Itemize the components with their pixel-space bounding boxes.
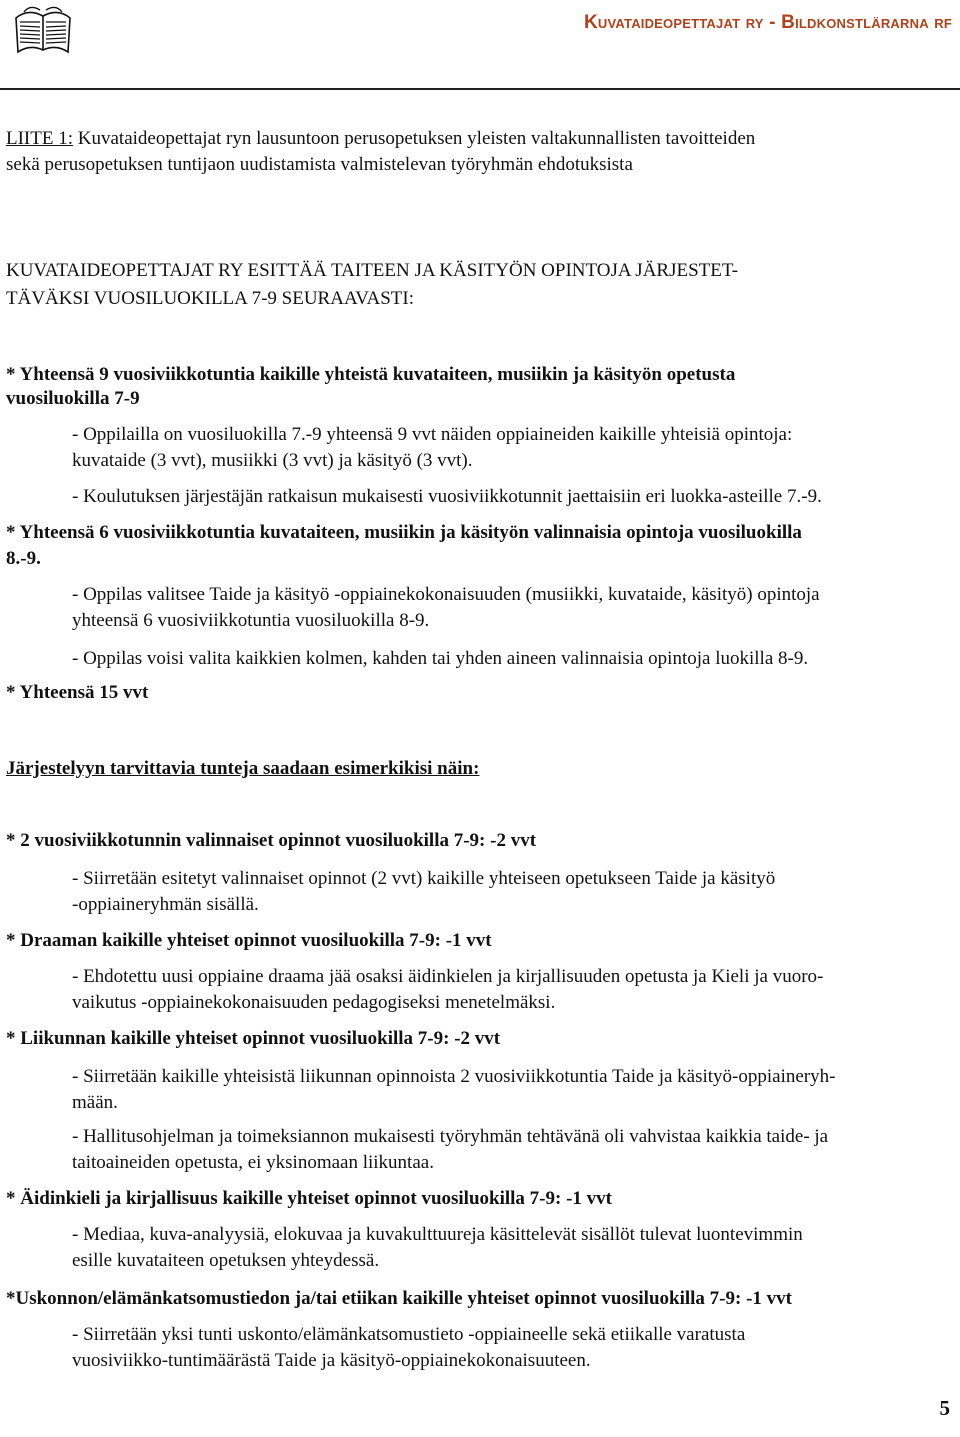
- bullet-1-line-1: * Yhteensä 9 vuosiviikkotuntia kaikille yhteistä kuvataiteen, musiikin ja käsityön opetusta: [6, 364, 736, 385]
- bullet-2-sub-2: - Oppilas voisi valita kaikkien kolmen, kahden tai yhden aineen valinnaisia opintoja luokilla 8-9.: [72, 648, 809, 669]
- bullet-1-sub-1-line-1: - Oppilailla on vuosiluokilla 7.-9 yhteensä 9 vvt näiden oppiaineiden kaikille yhteisiä opintoja:: [72, 424, 793, 445]
- item-4-heading: * Äidinkieli ja kirjallisuus kaikille yhteiset opinnot vuosiluokilla 7-9: -1 vvt: [6, 1188, 612, 1209]
- bullet-1-line-2: vuosiluokilla 7-9: [6, 388, 140, 409]
- item-5-heading: *Uskonnon/elämänkatsomustiedon ja/tai etiikan kaikille yhteiset opinnot vuosiluokilla 7-9: -1 vvt: [6, 1288, 792, 1309]
- organization-title: Kuvataideopettajat ry - Bildkonstlärarna rf: [583, 12, 952, 33]
- item-4-sub-1-line-1: - Mediaa, kuva-analyysiä, elokuvaa ja kuvakulttuureja käsittelevät sisällöt tulevat luontevimmin: [72, 1224, 803, 1245]
- item-1-sub-1-line-2: -oppiaineryhmän sisällä.: [72, 894, 259, 915]
- item-5-sub-1-line-2: vuosiviikko-tuntimäärästä Taide ja käsityö-oppiainekokonaisuuteen.: [72, 1350, 591, 1371]
- item-2-heading: * Draaman kaikille yhteiset opinnot vuosiluokilla 7-9: -1 vvt: [6, 930, 492, 951]
- proposal-heading-line-1: KUVATAIDEOPETTAJAT RY ESITTÄÄ TAITEEN JA KÄSITYÖN OPINTOJA JÄRJESTET-: [6, 260, 739, 281]
- page-number: 5: [939, 1396, 950, 1420]
- bullet-2-line-1: * Yhteensä 6 vuosiviikkotuntia kuvataiteen, musiikin ja käsityön valinnaisia opintoja vuosiluokilla: [6, 522, 802, 543]
- item-1-sub-1-line-1: - Siirretään esitetyt valinnaiset opinnot (2 vvt) kaikille yhteiseen opetukseen Taide ja käsityö: [72, 868, 776, 889]
- proposal-heading-line-2: TÄVÄKSI VUOSILUOKILLA 7-9 SEURAAVASTI:: [6, 288, 414, 309]
- total-hours: * Yhteensä 15 vvt: [6, 682, 149, 703]
- book-logo-icon: [10, 0, 76, 62]
- bullet-1-sub-1-line-2: kuvataide (3 vvt), musiikki (3 vvt) ja käsityö (3 vvt).: [72, 450, 473, 471]
- item-3-sub-1-line-1: - Siirretään kaikille yhteisistä liikunnan opinnoista 2 vuosiviikkotuntia Taide ja käsityö-oppiaineryh-: [72, 1066, 836, 1087]
- item-5-sub-1-line-1: - Siirretään yksi tunti uskonto/elämänkatsomustieto -oppiaineelle sekä etiikalle varatusta: [72, 1324, 746, 1345]
- item-2-sub-1-line-1: - Ehdotettu uusi oppiaine draama jää osaksi äidinkielen ja kirjallisuuden opetusta ja Kieli ja vuoro-: [72, 966, 824, 987]
- annex-title-line-2: sekä perusopetuksen tuntijaon uudistamista valmistelevan työryhmän ehdotuksista: [6, 154, 633, 175]
- annex-title-line-1: LIITE 1: Kuvataideopettajat ryn lausuntoon perusopetuksen yleisten valtakunnallisten tavoitteiden: [6, 128, 756, 149]
- item-3-heading: * Liikunnan kaikille yhteiset opinnot vuosiluokilla 7-9: -2 vvt: [6, 1028, 501, 1049]
- section-heading: Järjestelyyn tarvittavia tunteja saadaan esimerkikisi näin:: [6, 758, 480, 779]
- item-1-heading: * 2 vuosiviikkotunnin valinnaiset opinnot vuosiluokilla 7-9: -2 vvt: [6, 830, 537, 851]
- bullet-2-line-2: 8.-9.: [6, 548, 41, 569]
- header-divider: [0, 88, 960, 90]
- item-3-sub-1-line-2: mään.: [72, 1092, 118, 1113]
- bullet-2-sub-1-line-2: yhteensä 6 vuosiviikkotuntia vuosiluokilla 8-9.: [72, 610, 430, 631]
- bullet-2-sub-1-line-1: - Oppilas valitsee Taide ja käsityö -oppiainekokonaisuuden (musiikki, kuvataide, käsityö) opintoja: [72, 584, 820, 605]
- item-2-sub-1-line-2: vaikutus -oppiainekokonaisuuden pedagogiseksi menetelmäksi.: [72, 992, 556, 1013]
- bullet-1-sub-2: - Koulutuksen järjestäjän ratkaisun mukaisesti vuosiviikkotunnit jaettaisiin eri luokka-asteille 7.-9.: [72, 486, 822, 507]
- item-3-sub-2-line-1: - Hallitusohjelman ja toimeksiannon mukaisesti työryhmän tehtävänä oli vahvistaa kaikkia taide- ja: [72, 1126, 829, 1147]
- item-4-sub-1-line-2: esille kuvataiteen opetuksen yhteydessä.: [72, 1250, 380, 1271]
- annex-label: LIITE 1:: [6, 128, 74, 149]
- item-3-sub-2-line-2: taitoaineiden opetusta, ei yksinomaan liikuntaa.: [72, 1152, 434, 1173]
